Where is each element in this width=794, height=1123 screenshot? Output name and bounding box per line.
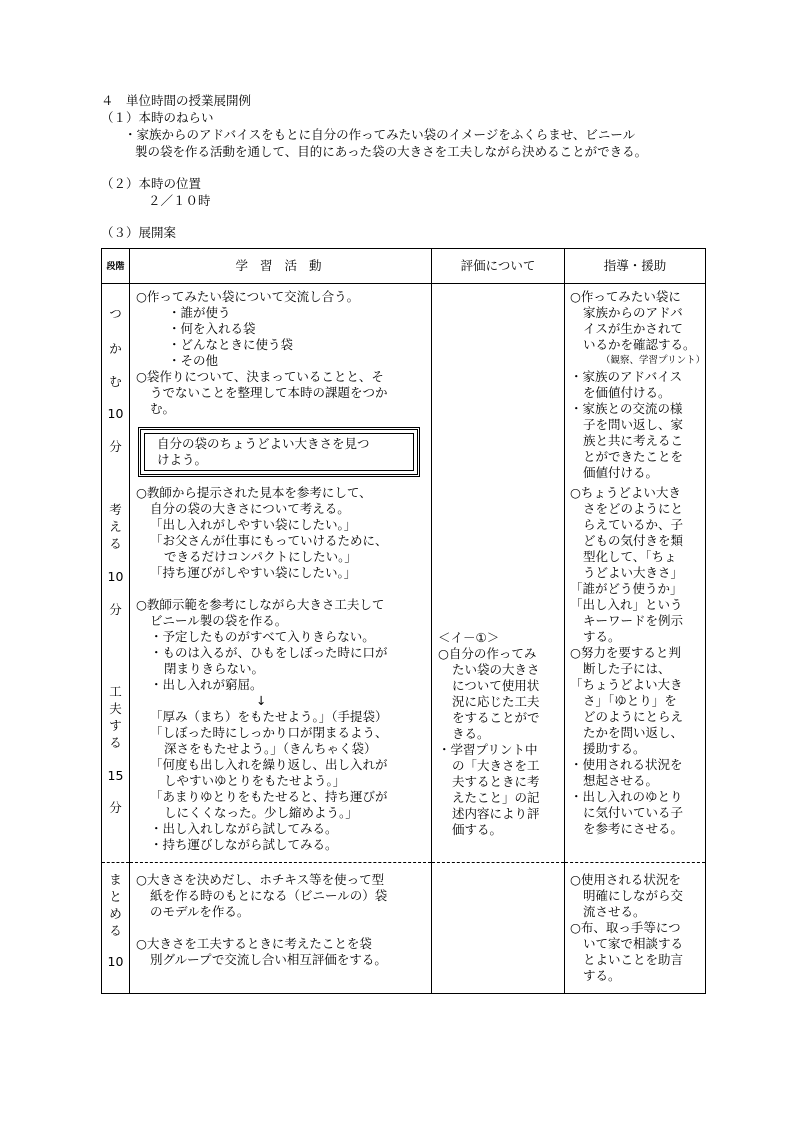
lesson-plan-table (101, 248, 706, 994)
guidance-line: 援助する。 (583, 741, 646, 756)
stage-label: ま (109, 872, 122, 887)
aim-line-1: ・家族からのアドバイスをもとに自分の作ってみたい袋のイメージをふくらませ、ビニール (124, 127, 636, 142)
stage-label: る (109, 735, 122, 750)
guidance-line: ○作ってみたい袋に (570, 289, 681, 304)
activity-line: 深さをもたせよう。」（きんちゃく袋） (164, 741, 377, 756)
guidance-line: 族と共に考えるこ (583, 433, 684, 448)
activity-line: 「あまりゆとりをもたせると、持ち運びが (150, 789, 388, 804)
activity-line: ・誰が使う (168, 305, 231, 320)
position-heading: （２）本時の位置 (101, 176, 202, 191)
arrow-down-icon: ↓ (256, 693, 267, 708)
guidance-line: いて家で相談する (583, 936, 684, 951)
guidance-line: イスが生かされて (583, 321, 683, 336)
evaluation-line: について使用状 (452, 678, 540, 693)
guidance-line: 価値付ける。 (583, 465, 659, 480)
guidance-line: を価値付ける。 (583, 385, 671, 400)
guidance-line: 「ちょうどよい大き (570, 677, 683, 692)
stage-label: 分 (109, 439, 122, 454)
stage-label: と (109, 889, 122, 904)
evaluation-column (432, 284, 565, 863)
guidance-line: 家族からのアドバ (583, 305, 683, 320)
activity-line: 「出し入れがしやすい袋にしたい。」 (150, 517, 357, 532)
guidance-line: する。 (583, 629, 621, 644)
stage-label: る (109, 536, 122, 551)
activity-line: しにくくなった。少し縮めよう。」 (164, 805, 358, 820)
stage-label: 分 (109, 602, 122, 617)
activity-line: 別グループで交流し合い相互評価をする。 (150, 952, 387, 967)
evaluation-line: 述内容により評 (452, 806, 540, 821)
activity-line: ○作ってみたい袋について交流し合う。 (136, 289, 360, 304)
closing-stage-column (102, 863, 130, 994)
guidance-line: さをどのようにと (583, 501, 684, 516)
guidance-line: 想起させる。 (583, 773, 659, 788)
activity-line: うでないことを整理して本時の課題をつか (150, 385, 388, 400)
evaluation-line: ・学習プリント中 (438, 742, 538, 757)
evaluation-line: 価する。 (452, 822, 503, 837)
stage-label: 夫 (109, 701, 122, 716)
evaluation-line: きる。 (452, 726, 490, 741)
stage-label: 分 (109, 800, 122, 815)
stage-label: 15 (107, 768, 124, 783)
evaluation-line: ＜イ－①＞ (438, 630, 500, 645)
guidance-line: うどよい大きさ」 (583, 565, 684, 580)
activity-line: ・出し入れしながら試してみる。 (150, 821, 338, 836)
activity-line: しやすいゆとりをもたせよう。」 (164, 773, 346, 788)
goal-line: けよう。 (157, 452, 208, 467)
activity-line: ・予定したものがすべて入りきらない。 (150, 629, 375, 644)
guidance-line: 「誰がどう使うか」 (570, 581, 683, 596)
activity-line: 自分の袋の大きさについて考える。 (150, 501, 350, 516)
guidance-line: ・家族との交流の様 (570, 401, 683, 416)
stage-label: る (109, 923, 122, 938)
evaluation-line: たい袋の大きさ (452, 662, 540, 677)
activity-line: ・持ち運びしながら試してみる。 (150, 837, 338, 852)
guidance-line: を参考にさせる。 (583, 821, 684, 836)
activity-line: ・ものは入るが、ひもをしぼった時に口が (150, 645, 388, 660)
guidance-line: 流させる。 (583, 904, 646, 919)
stage-label: む (109, 374, 122, 389)
guidance-line: ○努力を要すると判 (570, 645, 681, 660)
goal-line: 自分の袋のちょうどよい大きさを見つ (157, 436, 370, 451)
stage-label: 考 (109, 502, 122, 517)
activity-line: む。 (150, 401, 176, 416)
activity-column (130, 284, 432, 863)
guidance-note: （観察、学習プリント） (601, 355, 706, 366)
evaluation-line: えたこと」の記 (452, 790, 540, 805)
guidance-line: する。 (583, 968, 621, 983)
stage-label: か (109, 341, 122, 356)
guidance-line: に気付いている子 (583, 805, 684, 820)
guidance-column (565, 284, 706, 863)
activity-line: 「お父さんが仕事にもっていけるために、 (150, 533, 388, 548)
aim-heading: （１）本時のねらい (101, 110, 214, 125)
guidance-line: らえているか、子 (583, 517, 684, 532)
activity-line: ○袋作りについて、決まっていることと、そ (136, 369, 384, 384)
guidance-line: どのようにとらえ (583, 709, 684, 724)
closing-evaluation-column (432, 863, 565, 994)
section-title: ４ 単位時間の授業展開例 (101, 93, 252, 108)
activity-line: のモデルを作る。 (150, 904, 250, 919)
activity-line: ○大きさを決めだし、ホチキス等を使って型 (136, 872, 385, 887)
activity-line: できるだけコンパクトにしたい。」 (164, 549, 357, 564)
stage-label: 10 (107, 406, 124, 421)
stage-label: え (109, 519, 122, 534)
activity-line: 閉まりきらない。 (164, 661, 265, 676)
activity-line: ・どんなときに使う袋 (168, 337, 294, 352)
activity-line: ○教師から提示された見本を参考にして、 (136, 485, 372, 500)
guidance-line: 断した子には、 (583, 661, 671, 676)
guidance-line: ・使用される状況を (570, 757, 683, 772)
aim-line-2: 製の袋を作る活動を通して、目的にあった袋の大きさを工夫しながら決めることができる。 (135, 144, 648, 159)
guidance-line: いるかを確認する。 (583, 337, 696, 352)
evaluation-line: ○自分の作ってみ (438, 646, 537, 661)
guidance-line: とよいことを助言 (583, 952, 684, 967)
activity-line: ・出し入れが窮屈。 (150, 677, 263, 692)
guidance-line: 明確にしながら交 (583, 888, 684, 903)
guidance-line: ・出し入れのゆとり (570, 789, 683, 804)
activity-line: 「何度も出し入れを繰り返し、出し入れが (150, 757, 388, 772)
stage-label: 工 (109, 684, 122, 699)
stage-label: 10 (107, 569, 124, 584)
header-guidance: 指導・援助 (565, 249, 706, 284)
guidance-line: ・家族のアドバイス (570, 369, 683, 384)
activity-line: ○大きさを工夫するときに考えたことを袋 (136, 936, 372, 951)
guidance-line: 型化して、「ちょ (583, 549, 677, 564)
stage-label: 10 (107, 954, 124, 969)
guidance-line: ○布、取っ手等につ (570, 920, 681, 935)
header-stage: 段階 (102, 249, 130, 284)
position-value: ２／１０時 (148, 193, 211, 208)
activity-line: ・その他 (168, 353, 219, 368)
guidance-line: さ」「ゆとり」を (583, 693, 677, 708)
guidance-line: 子を問い返し、家 (583, 417, 684, 432)
guidance-line: どもの気付きを類 (583, 533, 684, 548)
activity-line: 「厚み（まち）をもたせよう。」（手提袋） (150, 709, 388, 724)
evaluation-line: をすることがで (452, 710, 540, 725)
activity-line: ・何を入れる袋 (168, 321, 256, 336)
stage-label: す (109, 718, 122, 733)
evaluation-line: の「大きさを工 (452, 758, 540, 773)
closing-guidance-column (565, 863, 706, 994)
stage-label: つ (109, 306, 122, 321)
header-activity: 学 習 活 動 (130, 249, 432, 284)
activity-line: ○教師示範を参考にしながら大きさ工夫して (136, 597, 385, 612)
evaluation-line: 夫するときに考 (452, 774, 540, 789)
activity-line: ビニール製の袋を作る。 (150, 613, 288, 628)
guidance-line: 「出し入れ」という (570, 597, 683, 612)
guidance-line: キーワードを例示 (583, 613, 684, 628)
guidance-line: たかを問い返し、 (583, 725, 684, 740)
activity-line: 「持ち運びがしやすい袋にしたい。」 (150, 565, 357, 580)
activity-line: 紙を作る時のもとになる（ビニールの）袋 (150, 888, 388, 903)
activity-line: 「しぼった時にしっかり口が閉まるよう、 (150, 725, 388, 740)
stage-label: め (109, 906, 122, 921)
evaluation-line: 況に応じた工夫 (452, 694, 540, 709)
guidance-line: ○ちょうどよい大き (570, 485, 681, 500)
header-evaluation: 評価について (432, 249, 565, 284)
stage-column (102, 284, 130, 863)
guidance-line: とができたことを (583, 449, 684, 464)
lesson-goal-box (138, 427, 420, 477)
closing-activity-column (130, 863, 432, 994)
plan-heading: （３）展開案 (101, 225, 177, 240)
guidance-line: ○使用される状況を (570, 872, 681, 887)
